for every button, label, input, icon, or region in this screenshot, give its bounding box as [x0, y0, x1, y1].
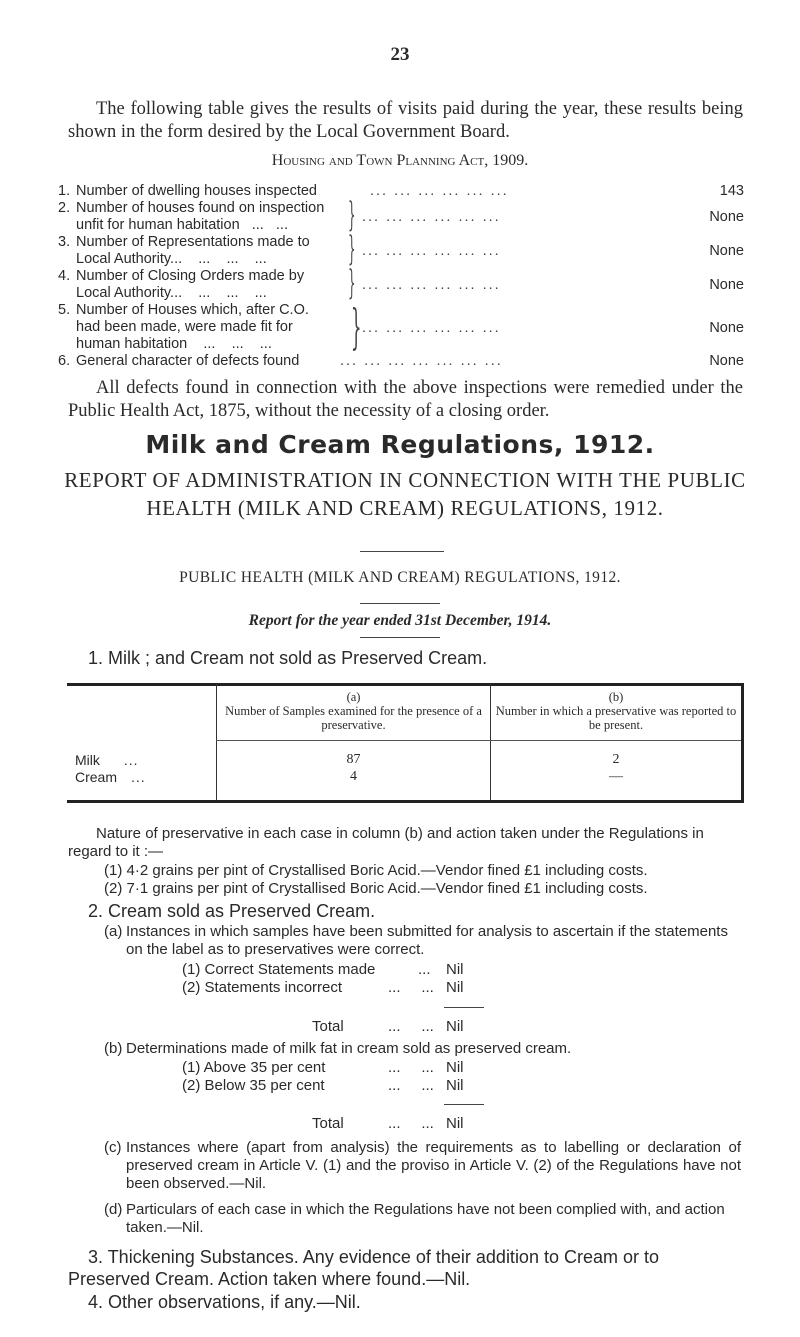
- section-4: 4. Other observations, if any.—Nil.: [88, 1292, 361, 1312]
- intro-paragraph: The following table gives the results of visits paid during the year, these results being shown in the form desired by the Local Government Board.: [68, 99, 743, 142]
- section-2a-total-label: Total: [312, 1018, 344, 1035]
- section-2b-value: Nil: [446, 1059, 464, 1076]
- section-2d-label: (d): [104, 1201, 123, 1218]
- housing-item: 2. Number of houses found on inspection unfit for human habitation ... ...: [58, 200, 325, 233]
- housing-item: 1. Number of dwelling houses inspected: [58, 183, 317, 199]
- table-header-a: (a) Number of Samples examined for the presence of a preservative.: [225, 690, 482, 732]
- section-3: 3. Thickening Substances. Any evidence of their addition to Cream or to Preserved Cream. Action taken where found.—Nil.: [68, 1247, 659, 1289]
- section-2b-value: Nil: [446, 1077, 464, 1094]
- section-2a-row: (1) Correct Statements made: [182, 961, 376, 978]
- milk-cream-title: Milk and Cream Regulations, 1912.: [145, 430, 655, 459]
- defects-paragraph: All defects found in connection with the above inspections were remedied under the Public Health Act, 1875, without the necessity of a closing order.: [68, 378, 743, 421]
- section-2b-total: Nil: [446, 1115, 464, 1132]
- section-2c-text: Instances where (apart from analysis) the requirements as to labelling or declaration of preserved cream in Article V. (1) and the proviso in Article V. (2) of the Regulations have not been observed.—Nil.: [126, 1139, 741, 1192]
- divider: [360, 637, 440, 638]
- section-2a-row: (2) Statements incorrect: [182, 979, 343, 996]
- page-number: 23: [390, 44, 410, 65]
- section-2-heading: 2. Cream sold as Preserved Cream.: [88, 901, 376, 921]
- housing-item: 6. General character of defects found: [58, 353, 300, 369]
- divider: [360, 603, 440, 604]
- section-2d-text: Particulars of each case in which the Regulations have not been complied with, and action taken.—Nil.: [126, 1201, 725, 1236]
- nature-paragraph: Nature of preservative in each case in column (b) and action taken under the Regulations in regard to it :—: [68, 825, 704, 860]
- section-1-heading: 1. Milk ; and Cream not sold as Preserved Cream.: [88, 648, 488, 668]
- section-2a-value: Nil: [446, 961, 464, 978]
- housing-act-title: Housing and Town Planning Act, 1909.: [271, 152, 529, 169]
- housing-value: None: [709, 320, 744, 336]
- section-2b-text: Determinations made of milk fat in cream sold as preserved cream.: [126, 1040, 572, 1057]
- section-2a-label: (a): [104, 923, 123, 940]
- section-2c-label: (c): [104, 1139, 122, 1156]
- housing-value: None: [709, 243, 744, 259]
- nature-item: (2) 7·1 grains per pint of Crystallised Boric Acid.—Vendor fined £1 including costs.: [104, 880, 648, 897]
- section-2a-total: Nil: [446, 1018, 464, 1035]
- housing-item: 4. Number of Closing Orders made by Local Authority... ... ... ...: [58, 268, 305, 301]
- table-cell: 4: [350, 769, 357, 784]
- table-cell: 2: [612, 752, 620, 767]
- housing-value: None: [709, 277, 744, 293]
- section-2b-row: (2) Below 35 per cent: [182, 1077, 325, 1094]
- table-row-label: Milk ...: [75, 752, 139, 768]
- housing-value: None: [709, 209, 744, 225]
- report-heading: REPORT OF ADMINISTRATION IN CONNECTION WITH THE PUBLIC HEALTH (MILK AND CREAM) REGULATIONS, 1912.: [64, 468, 746, 520]
- nature-item: (1) 4·2 grains per pint of Crystallised Boric Acid.—Vendor fined £1 including costs.: [104, 862, 648, 879]
- housing-item: 5. Number of Houses which, after C.O. had been made, were made fit for human habitation ... ... ...: [58, 302, 309, 352]
- public-health-heading: PUBLIC HEALTH (MILK AND CREAM) REGULATIONS, 1912.: [179, 569, 621, 586]
- section-2b-total-label: Total: [312, 1115, 344, 1132]
- report-subtitle: Report for the year ended 31st December, 1914.: [248, 612, 552, 629]
- housing-item: 3. Number of Representations made to Local Authority... ... ... ...: [58, 234, 310, 267]
- table-row-label: Cream ...: [75, 769, 146, 785]
- divider: [360, 551, 444, 552]
- section-2a-text: Instances in which samples have been submitted for analysis to ascertain if the statements on the label as to preservatives were correct.: [126, 923, 728, 958]
- housing-value: None: [709, 353, 744, 369]
- housing-value: 143: [719, 183, 744, 199]
- table-cell: —: [609, 769, 623, 784]
- section-2b-row: (1) Above 35 per cent: [182, 1059, 326, 1076]
- section-2a-value: Nil: [446, 979, 464, 996]
- table-header-b: (b) Number in which a preservative was reported to be present.: [495, 690, 737, 732]
- table-cell: 87: [346, 752, 361, 767]
- section-2b-label: (b): [104, 1040, 123, 1057]
